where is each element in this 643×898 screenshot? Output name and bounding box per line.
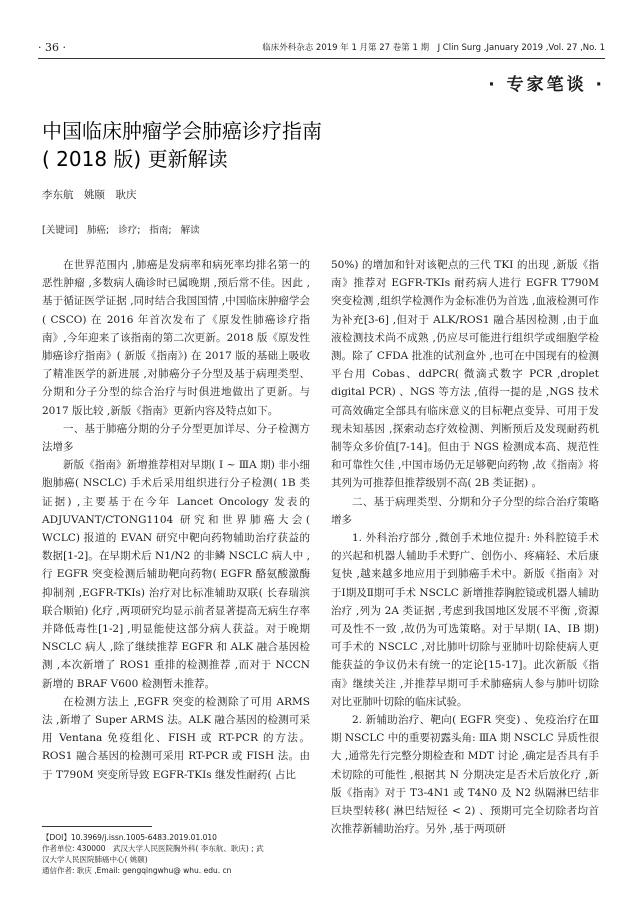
keywords-label: [关键词]	[42, 225, 78, 236]
keyword-item: 解读	[180, 225, 200, 236]
affiliation: 汉大学人民医院肺癌中心( 姚颐)	[42, 855, 148, 864]
doi: 【DOI】10.3969/j.issn.1005-6483.2019.01.010	[42, 833, 217, 842]
title-line-2: ( 2018 版) 更新解读	[42, 147, 228, 171]
page-number: · 36 ·	[38, 41, 66, 54]
keyword-item: 肺癌;	[86, 225, 110, 236]
header-rule	[38, 58, 605, 59]
body-column-left	[42, 256, 310, 784]
section-heading: 一、基于肺癌分期的分子分型更加详尽、分子检测方法增多	[42, 422, 310, 454]
keywords	[42, 222, 206, 236]
body-paragraph: 2. 新辅助治疗、靶向( EGFR 突变) 、免疫治疗在Ⅲ期 NSCLC 中的重要初露头角: ⅢA 期 NSCLC 异质性很大 ,通常先行完整分期检查和 MDT 讨论 ,确定是否具有手术切除的可能性 ,根据其 N 分期决定是否术后放化疗 ,新版《指南》对于 T3-4N1 或 T4N0 及 N2 纵隔淋巴结非巨块型转移( 淋巴结短径 < 2) 、预期可完全切除者均首次推荐新辅助治疗。另外 ,基于两项研	[331, 714, 599, 836]
body-paragraph: 在检测方法上 ,EGFR 突变的检测除了可用 ARMS 法 ,新增了 Super ARMS 法。ALK 融合基因的检测可采用 Ventana 免疫组化、FISH 或 RT-PCR 的方法。ROS1 融合基因的检测可采用 RT-PCR 或 FISH 法。由于 T790M 突变所导致 EGFR-TKIs 继发性耐药( 占比	[42, 695, 310, 781]
author-list: 李东航 姚颐 耿庆	[42, 189, 137, 201]
corresponding-author: 通信作者: 耿庆 ,Email: gengqingwhu@ whu. edu. cn	[42, 866, 232, 875]
body-paragraph: 50%) 的增加和针对该靶点的三代 TKI 的出现 ,新版《指南》推荐对 EGFR-TKIs 耐药病人进行 EGFR T790M 突变检测 ,组织学检测作为金标准仍为首选 ,血液检测可作为补充[3-6] ,但对于 ALK/ROS1 融合基因检测 ,由于血液检测技术尚不成熟 ,仍应尽可能进行组织学或细胞学检测。除了 CFDA 批准的试剂盒外 ,也可在中国现有的检测平台用 Cobas、ddPCR( 微滴式数字 PCR ,droplet digital PCR) 、NGS 等方法 ,值得一提的是 ,NGS 技术可高效确定全部具有临床意义的目标靶点变异、可用于发现未知基因 ,探索动态疗效检测、判断预后及发现耐药机制等众多价值[7-14]。但由于 NGS 检测成本高、规范性和可靠性欠佳 ,中国市场仍无足够靶向药物 ,故《指南》将其列为可推荐但推荐级别不高( 2B 类证据) 。	[331, 259, 599, 490]
body-column-right	[331, 256, 599, 839]
column-tag: · 专家笔谈 ·	[488, 75, 605, 95]
body-paragraph: 1. 外科治疗部分 ,微创手术地位提升: 外科腔镜手术的兴起和机器人辅助手术野广、创伤小、疼痛轻、术后康复快 ,越来越多地应用于到肺癌手术中。新版《指南》对于Ⅰ期及Ⅱ期可手术 NSCLC 新增推荐胸腔镜或机器人辅助治疗 ,列为 2A 类证据 ,考虑到我国地区发展不平衡 ,资源可及性不一致 ,故仍为可选策略。对于早期( ⅠA、ⅠB 期) 可手术的 NSCLC ,对比肺叶切除与亚肺叶切除使病人更能获益的争议仍未有统一的定论[15-17]。此次新版《指南》继续关注 ,并推荐早期可手术肺癌病人参与肺叶切除对比亚肺叶切除的临床试验。	[331, 532, 599, 708]
footnote	[42, 832, 317, 876]
body-paragraph: 在世界范围内 ,肺癌是发病率和病死率均排名第一的恶性肿瘤 ,多数病人确诊时已属晚期 ,预后常不佳。因此 ,基于循证医学证据 ,同时结合我国国情 ,中国临床肿瘤学会( CSCO) 在 2016 年首次发布了《原发性肺癌诊疗指南》,今年迎来了该指南的第二次更新。2018 版《原发性肺癌诊疗指南》( 新版《指南》) 在 2017 版的基础上吸收了精准医学的新进展 ,对肺癌分子分型及基于病理类型、分期和分子分型的综合治疗与时俱进地做出了更新。与 2017 版比较 ,新版《指南》更新内容及特点如下。	[42, 259, 310, 417]
body-paragraph: 新版《指南》新增推荐相对早期( Ⅰ ~ ⅢA 期) 非小细胞肺癌( NSCLC) 手术后采用组织进行分子检测( 1B 类证据) ,主要基于在今年 Lancet Oncology 发表的 ADJUVANT/CTONG1104 研究和世界肺癌大会( WCLC) 报道的 EVAN 研究中靶向药物辅助治疗获益的数据[1-2]。在早期术后 N1/N2 的非鳞 NSCLC 病人中 ,行 EGFR 突变检测后辅助靶向药物( EGFR 酪氨酸激酶抑制剂 ,EGFR-TKIs) 治疗对比标准辅助双联( 长春瑞滨联合顺铂) 化疗 ,两项研究均显示前者显著提高无病生存率并降低毒性[1-2] ,明显能使这部分病人获益。对于晚期 NSCLC 病人 ,除了继续推荐 EGFR 和 ALK 融合基因检测 ,本次新增了 ROS1 重排的检测推荐 ,而对于 NCCN 新增的 BRAF V600 检测暂未推荐。	[42, 459, 310, 690]
article-title	[42, 117, 482, 173]
affiliation: 作者单位: 430000 武汉大学人民医院胸外科( 李东航、耿庆) ; 武	[42, 844, 264, 853]
keyword-item: 诊疗;	[118, 225, 141, 236]
section-heading: 二、基于病理类型、分期和分子分型的综合治疗策略增多	[331, 495, 599, 526]
footnote-rule	[42, 826, 152, 827]
page-header	[38, 40, 605, 56]
journal-citation: 临床外科杂志 2019 年 1 月第 27 卷第 1 期 J Clin Surg ,January 2019 ,Vol. 27 ,No. 1	[262, 43, 605, 53]
keyword-item: 指南;	[149, 225, 172, 236]
title-line-1: 中国临床肿瘤学会肺癌诊疗指南	[42, 119, 322, 143]
